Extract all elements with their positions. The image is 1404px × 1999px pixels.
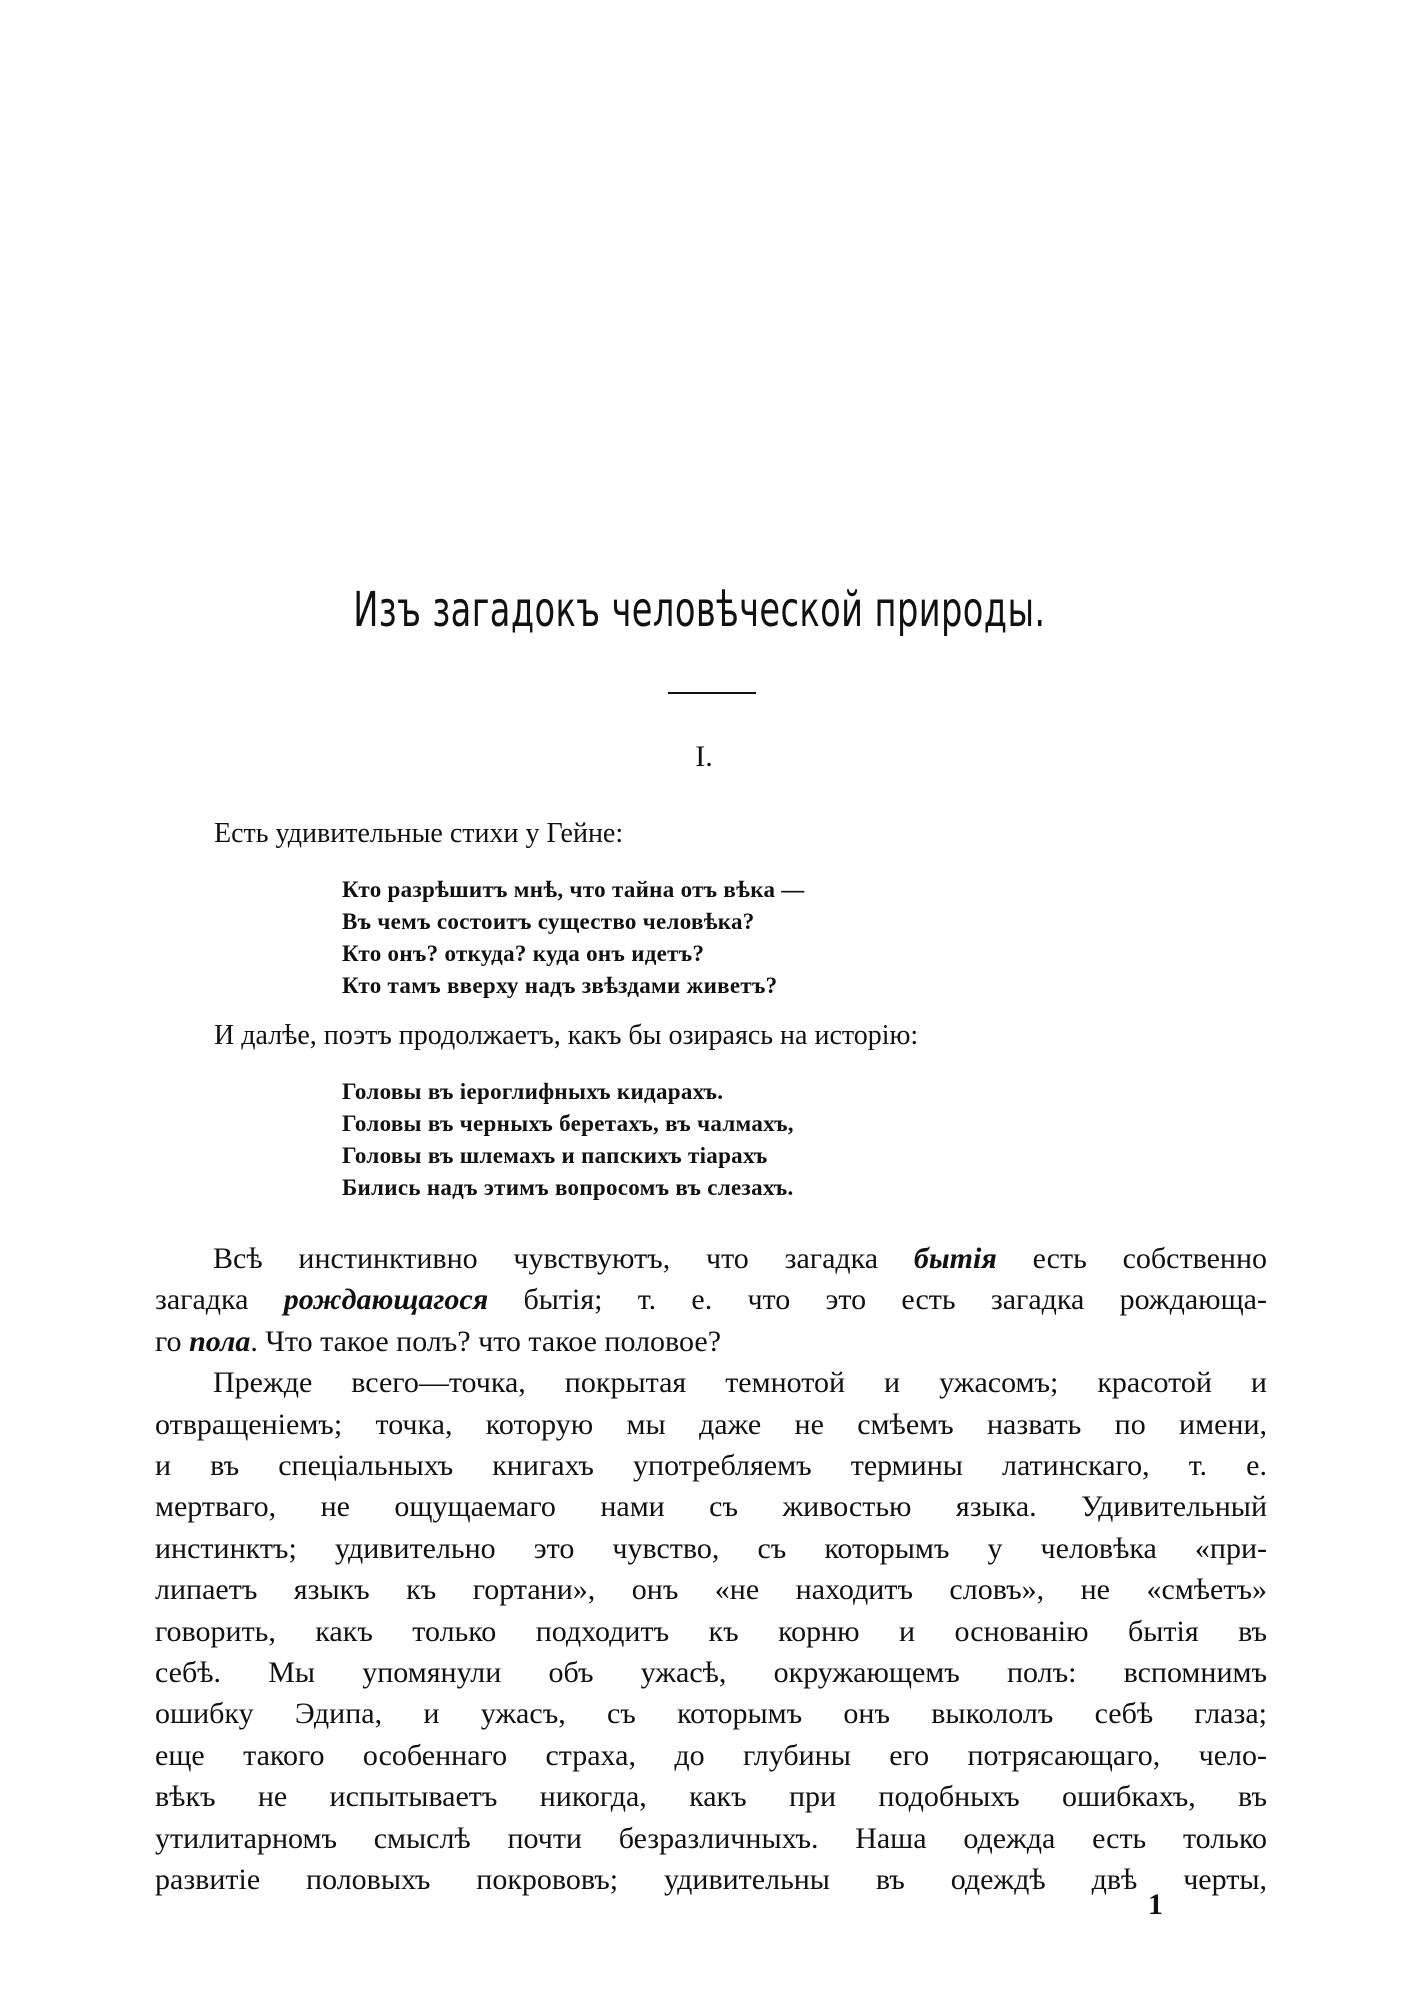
chapter-title: Изъ загадокъ человѣческой природы. <box>353 582 1046 638</box>
verse-line: Бились надъ этимъ вопросомъ въ слезахъ. <box>342 1175 794 1200</box>
paragraph-line: Всѣ инстинктивно чувствуютъ, что загадка бытія есть собственно <box>213 1242 1267 1275</box>
paragraph-line: вѣкъ не испытываетъ никогда, какъ при подобныхъ ошибкахъ, въ <box>155 1780 1267 1814</box>
verse-line: Въ чемъ состоитъ существо человѣка? <box>342 909 755 934</box>
paragraph-line: говорить, какъ только подходитъ къ корню и основанію бытія въ <box>155 1614 1267 1648</box>
verse-line: Кто онъ? откуда? куда онъ идетъ? <box>342 941 705 966</box>
paragraph-line: липаетъ языкъ къ гортани», онъ «не находитъ словъ», не «смѣетъ» <box>155 1573 1267 1607</box>
emphasis: бытія <box>913 1242 997 1275</box>
paragraph-line: и въ спеціальныхъ книгахъ употребляемъ термины латинскаго, т. е. <box>155 1449 1267 1483</box>
intro-line-1: Есть удивительные стихи у Гейне: <box>214 818 624 849</box>
section-number: I. <box>695 740 713 773</box>
emphasis: рождающагося <box>283 1283 489 1317</box>
paragraph-line: загадка рождающагося бытія; т. е. что это есть загадка рождающа- <box>155 1283 1267 1317</box>
body-text <box>155 1238 1267 1901</box>
paragraph-line: го пола. Что такое полъ? что такое половое? <box>155 1324 722 1358</box>
intro-line-2: И далѣе, поэтъ продолжаетъ, какъ бы озираясь на исторію: <box>214 1020 919 1051</box>
page-number: 1 <box>1148 1888 1163 1921</box>
paragraph-line: Прежде всего—точка, покрытая темнотой и ужасомъ; красотой и <box>213 1366 1267 1400</box>
paragraph-line: инстинктъ; удивительно это чувство, съ которымъ у человѣка «при- <box>155 1531 1267 1565</box>
verse-line: Кто разрѣшитъ мнѣ, что тайна отъ вѣка — <box>342 877 805 902</box>
paragraph-line: ошибку Эдипа, и ужасъ, съ которымъ онъ выкололъ себѣ глаза; <box>155 1697 1267 1731</box>
verse-line: Головы въ черныхъ беретахъ, въ чалмахъ, <box>342 1111 794 1136</box>
paragraph-line: мертваго, не ощущаемаго нами съ живостью языка. Удивительный <box>155 1490 1267 1524</box>
paragraph-line: развитіе половыхъ покрововъ; удивительны въ одеждѣ двѣ черты, <box>155 1863 1267 1897</box>
title-divider <box>668 692 756 694</box>
paragraph-line: отвращеніемъ; точка, которую мы даже не смѣемъ назвать по имени, <box>155 1407 1267 1441</box>
verse-line: Головы въ шлемахъ и папскихъ тіарахъ <box>342 1143 768 1168</box>
emphasis: пола <box>189 1324 251 1358</box>
paragraph-line: себѣ. Мы упомянули объ ужасѣ, окружающемъ полъ: вспомнимъ <box>155 1656 1267 1690</box>
verse-line: Головы въ іероглифныхъ кидарахъ. <box>342 1079 724 1104</box>
verse-block-2 <box>342 1076 794 1204</box>
paragraph-line: еще такого особеннаго страха, до глубины его потрясающаго, чело- <box>155 1738 1267 1772</box>
verse-block-1 <box>342 874 805 1002</box>
paragraph-line: утилитарномъ смыслѣ почти безразличныхъ. Наша одежда есть только <box>155 1821 1267 1855</box>
verse-line: Кто тамъ вверху надъ звѣздами живетъ? <box>342 973 778 998</box>
